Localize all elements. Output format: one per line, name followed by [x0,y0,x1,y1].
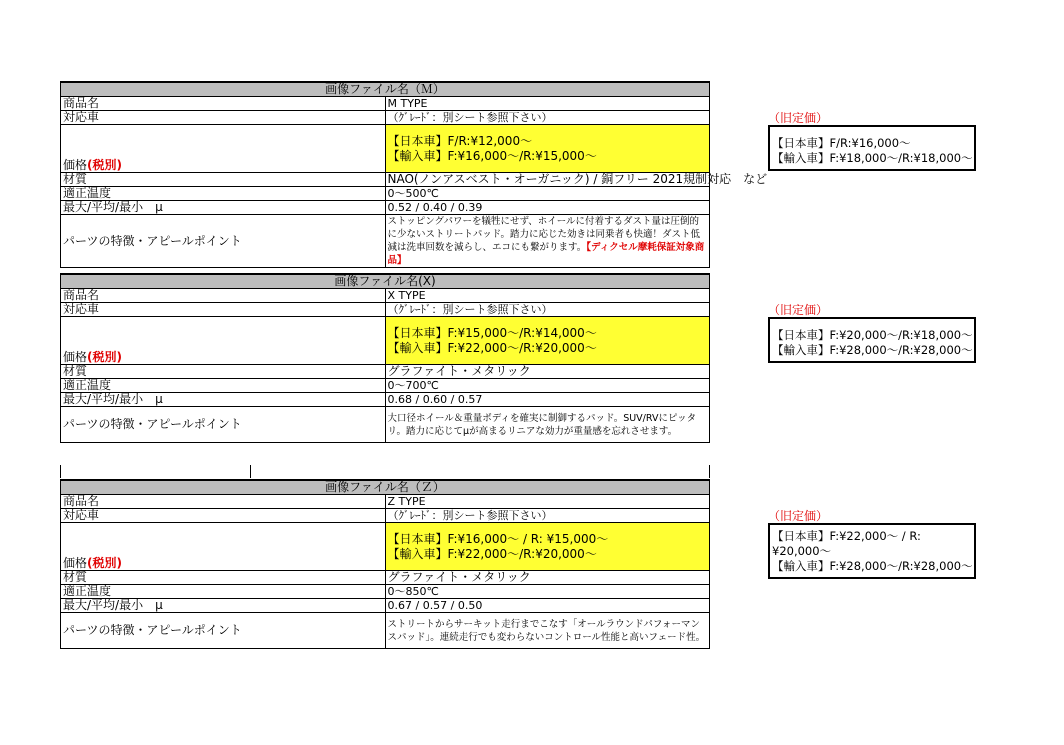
feature-description: 大口径ホイール＆重量ボディを確実に制御するパッド。SUV/RVにピッタリ。踏力に応じてμが高まるリニアな効力が重量感を忘れさせます。 [387,412,697,437]
product-value: Z TYPE [385,495,710,509]
spec-table-z [60,479,710,649]
tax-note: (税別) [87,158,122,172]
empty-row [60,465,710,478]
price-japanese-cars: 【日本車】F:¥16,000～ / R: ¥15,000～ [387,531,609,546]
price-import-cars: 【輸入車】F:¥16,000～/R:¥15,000～ [387,148,597,163]
car-label: 対応車 [61,509,386,523]
product-label: 商品名 [61,97,386,111]
feature-text [385,613,710,649]
old-price-m [768,112,976,171]
temperature-label: 適正温度 [61,187,386,201]
spec-table-x [60,273,710,443]
feature-description: ストリートからサーキット走行までこなす「オールラウンドパフォーマンスパッド」。連続走行でも変わらないコントロール性能と高いフェード性。 [387,618,706,643]
material-value: NAO(ノンアスベスト・オーガニック) / 銅フリー 2021規制対応 など [385,173,710,187]
section-header: 画像ファイル名（Ｚ） [61,480,710,495]
price-value [385,523,710,571]
temperature-value: 0～500℃ [385,187,710,201]
material-value: グラファイト・メタリック [385,571,710,585]
car-value: （ｸﾞﾚｰﾄﾞ：別シート参照下さい） [385,111,710,125]
price-label: 価格 [63,158,88,172]
car-value: （ｸﾞﾚｰﾄﾞ：別シート参照下さい） [385,509,710,523]
old-price-z [768,510,976,579]
temperature-label: 適正温度 [61,379,386,393]
temperature-label: 適正温度 [61,585,386,599]
car-label: 対応車 [61,303,386,317]
price-label: 価格 [63,350,88,364]
car-value: （ｸﾞﾚｰﾄﾞ：別シート参照下さい） [385,303,710,317]
friction-value: 0.52 / 0.40 / 0.39 [385,201,710,215]
price-import-cars: 【輸入車】F:¥22,000～/R:¥20,000～ [387,546,597,561]
old-price-japanese-cars: 【日本車】F:¥20,000～/R:¥18,000～ [772,328,973,342]
product-value: M TYPE [385,97,710,111]
section-header: 画像ファイル名（Ｍ） [61,82,710,97]
price-japanese-cars: 【日本車】F:¥15,000～/R:¥14,000～ [387,325,597,340]
old-price-box [768,523,976,579]
temperature-value: 0～850℃ [385,585,710,599]
old-price-import-cars: 【輸入車】F:¥28,000～/R:¥28,000～ [772,343,973,357]
material-value: グラファイト・メタリック [385,365,710,379]
spec-table-m [60,81,768,268]
warranty-note: 【ディクセル摩耗保証対象商品】 [387,242,705,266]
feature-description: ストッピングパワーを犠牲にせず、ホイールに付着するダスト量は圧倒的に少ないストリートパッド。踏力に応じた効きは同乗者も快適！ダスト低減は洗車回数を減らし、エコにも繋がります。 [387,216,700,253]
feature-text [385,407,710,443]
old-price-label: （旧定価） [768,509,829,523]
price-label-cell [61,125,386,173]
old-price-label: （旧定価） [768,111,829,125]
tax-note: (税別) [87,350,122,364]
friction-label: 最大/平均/最小 μ [61,201,386,215]
price-import-cars: 【輸入車】F:¥22,000～/R:¥20,000～ [387,340,597,355]
material-label: 材質 [61,571,386,585]
old-price-x [768,304,976,363]
old-price-box [768,125,976,171]
temperature-value: 0～700℃ [385,379,710,393]
friction-label: 最大/平均/最小 μ [61,599,386,613]
friction-value: 0.68 / 0.60 / 0.57 [385,393,710,407]
feature-label: パーツの特徴・アピールポイント [61,215,386,268]
product-value: X TYPE [385,289,710,303]
old-price-japanese-cars: 【日本車】F:¥22,000～ / R: ¥20,000～ [772,529,921,558]
old-price-import-cars: 【輸入車】F:¥18,000～/R:¥18,000～ [772,151,973,165]
section-header: 画像ファイル名(X) [61,274,710,289]
price-label: 価格 [63,556,88,570]
feature-label: パーツの特徴・アピールポイント [61,407,386,443]
old-price-japanese-cars: 【日本車】F/R:¥16,000～ [772,136,911,150]
feature-label: パーツの特徴・アピールポイント [61,613,386,649]
friction-label: 最大/平均/最小 μ [61,393,386,407]
price-value [385,317,710,365]
product-label: 商品名 [61,495,386,509]
material-label: 材質 [61,365,386,379]
car-label: 対応車 [61,111,386,125]
price-value [385,125,710,173]
price-label-cell [61,523,386,571]
feature-text [385,215,710,268]
price-label-cell [61,317,386,365]
friction-value: 0.67 / 0.57 / 0.50 [385,599,710,613]
product-label: 商品名 [61,289,386,303]
tax-note: (税別) [87,556,122,570]
old-price-box [768,317,976,363]
price-japanese-cars: 【日本車】F/R:¥12,000～ [387,133,533,148]
old-price-import-cars: 【輸入車】F:¥28,000～/R:¥28,000～ [772,559,973,573]
material-label: 材質 [61,173,386,187]
old-price-label: （旧定価） [768,303,829,317]
